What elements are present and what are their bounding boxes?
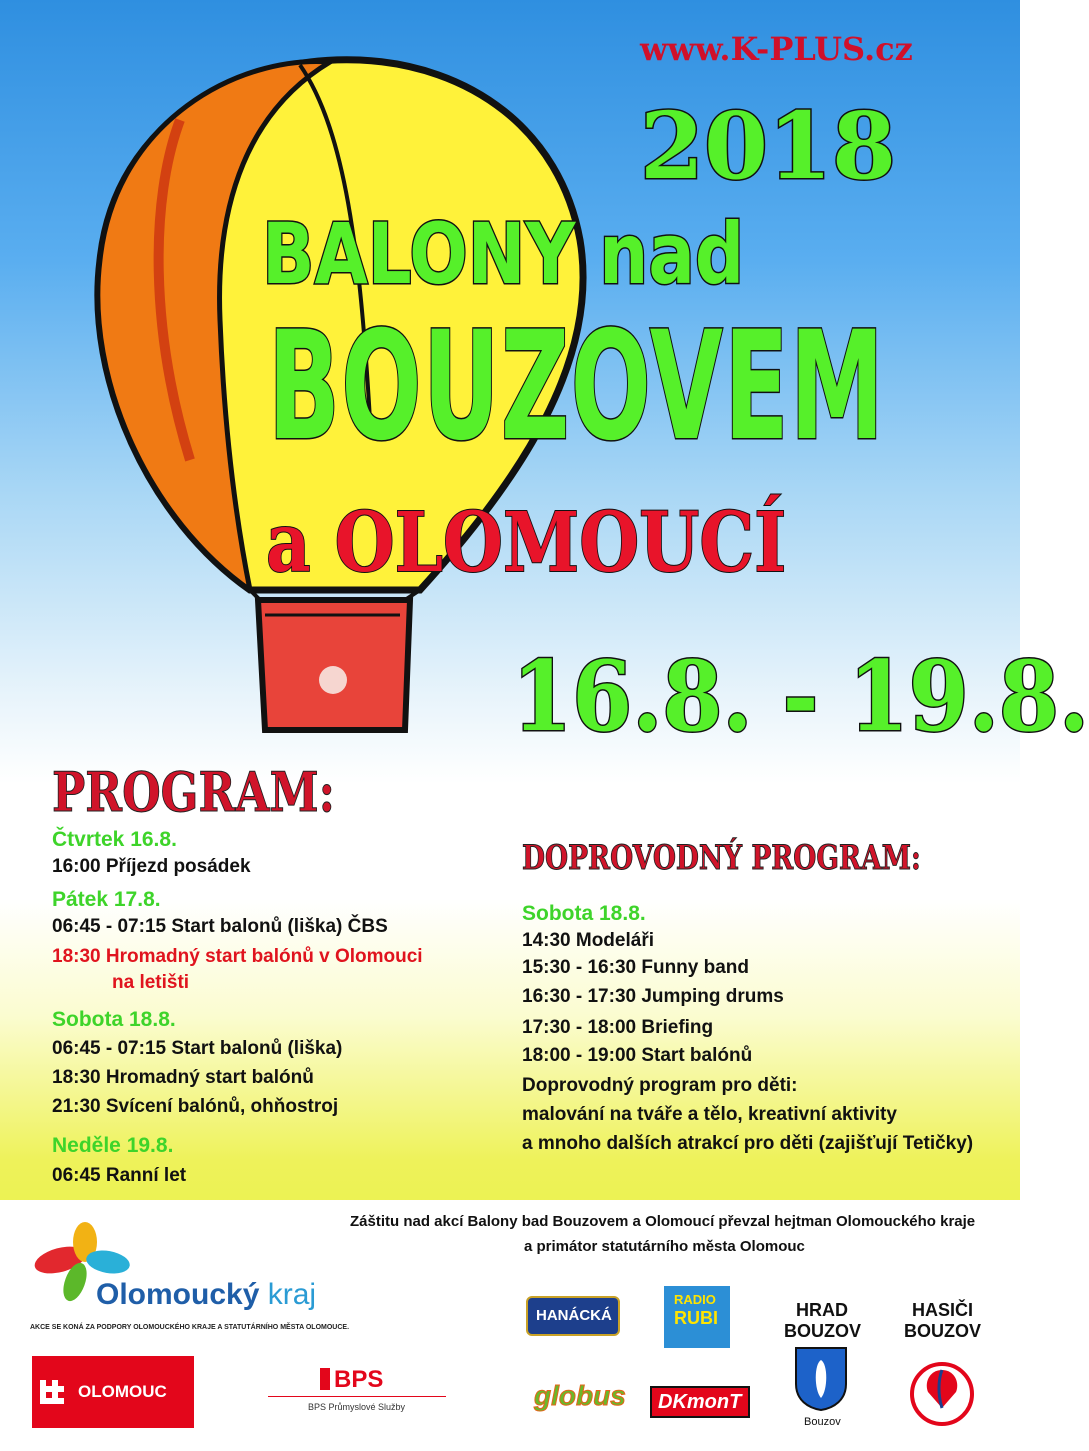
event-year: 2018 bbox=[640, 92, 897, 200]
event-dates: 16.8. - 19.8. bbox=[512, 640, 1089, 753]
hasici-label: BOUZOV bbox=[904, 1321, 982, 1341]
side-program-item: 18:00 - 19:00 Start balónů bbox=[522, 1045, 753, 1066]
side-program-item: a mnoho dalších atrakcí pro děti (zajišťují Tetičky) bbox=[522, 1133, 974, 1154]
program-item: 06:45 Ranní let bbox=[52, 1165, 187, 1186]
bouzov-crest-label: Bouzov bbox=[804, 1416, 841, 1428]
side-program-item: 16:30 - 17:30 Jumping drums bbox=[522, 986, 784, 1007]
day-heading: Neděle 19.8. bbox=[52, 1134, 174, 1157]
side-program-item: Doprovodný program pro děti: bbox=[522, 1075, 798, 1096]
day-heading: Pátek 17.8. bbox=[52, 888, 161, 911]
title-line-1: BALONY nad bbox=[262, 205, 745, 303]
kraj-logo-name: Olomoucký kraj bbox=[96, 1278, 317, 1311]
day-heading: Sobota 18.8. bbox=[52, 1008, 176, 1031]
title-line-3: a OLOMOUCÍ bbox=[266, 495, 787, 591]
bps-divider bbox=[268, 1396, 446, 1397]
bps-mark-icon bbox=[320, 1368, 330, 1390]
bouzov-crest-icon bbox=[794, 1346, 848, 1412]
program-item-highlight: na letišti bbox=[112, 972, 190, 993]
hasici-label: HASIČI bbox=[912, 1300, 974, 1320]
side-program-item: 15:30 - 16:30 Funny band bbox=[522, 957, 750, 978]
hrad-label: BOUZOV bbox=[784, 1321, 862, 1341]
dkmont-logo: DKmonT bbox=[650, 1386, 750, 1418]
day-heading: Sobota 18.8. bbox=[522, 902, 646, 925]
program-item-highlight: 18:30 Hromadný start balónů v Olomouci bbox=[52, 946, 423, 967]
side-program-item: malování na tváře a tělo, kreativní aktivity bbox=[522, 1104, 897, 1125]
website-url: www.K-PLUS.cz bbox=[640, 30, 913, 68]
globus-logo: globus bbox=[534, 1380, 626, 1411]
program-item: 06:45 - 07:15 Start balonů (liška) ČBS bbox=[52, 916, 388, 937]
balloon-basket bbox=[258, 600, 410, 730]
program-heading: PROGRAM: bbox=[52, 760, 336, 824]
program-item: 21:30 Svícení balónů, ohňostroj bbox=[52, 1096, 339, 1117]
program-item: 18:30 Hromadný start balónů bbox=[52, 1067, 314, 1088]
olomouc-checker-icon bbox=[40, 1380, 64, 1404]
program-item: 06:45 - 07:15 Start balonů (liška) bbox=[52, 1038, 343, 1059]
sponsors-footer bbox=[0, 1200, 1020, 1451]
hrad-label: HRAD bbox=[796, 1300, 848, 1320]
side-program-heading: DOPROVODNÝ PROGRAM: bbox=[522, 838, 921, 878]
side-program-item: 14:30 Modeláři bbox=[522, 930, 654, 951]
day-heading: Čtvrtek 16.8. bbox=[52, 828, 177, 851]
bps-logo: BPS BPS Průmyslové Služby bbox=[268, 1360, 446, 1420]
balloon-association-logo-icon bbox=[908, 1360, 976, 1428]
side-program-item: 17:30 - 18:00 Briefing bbox=[522, 1017, 714, 1038]
program-item: 16:00 Příjezd posádek bbox=[52, 856, 251, 877]
patronage-text: a primátor statutárního města Olomouc bbox=[524, 1238, 805, 1255]
patronage-text: Záštitu nad akcí Balony bad Bouzovem a Olomoucí převzal hejtman Olomouckého kraje bbox=[350, 1213, 976, 1230]
kraj-support-note: AKCE SE KONÁ ZA PODPORY OLOMOUCKÉHO KRAJE A STATUTÁRNÍHO MĚSTA OLOMOUCE. bbox=[30, 1324, 350, 1331]
hanacka-logo: HANÁCKÁ bbox=[526, 1296, 620, 1336]
olomouc-city-logo: OLOMOUC bbox=[32, 1356, 194, 1428]
radio-rubi-logo: RADIO RUBI bbox=[664, 1286, 730, 1348]
title-line-2: BOUZOVEM bbox=[268, 300, 886, 474]
